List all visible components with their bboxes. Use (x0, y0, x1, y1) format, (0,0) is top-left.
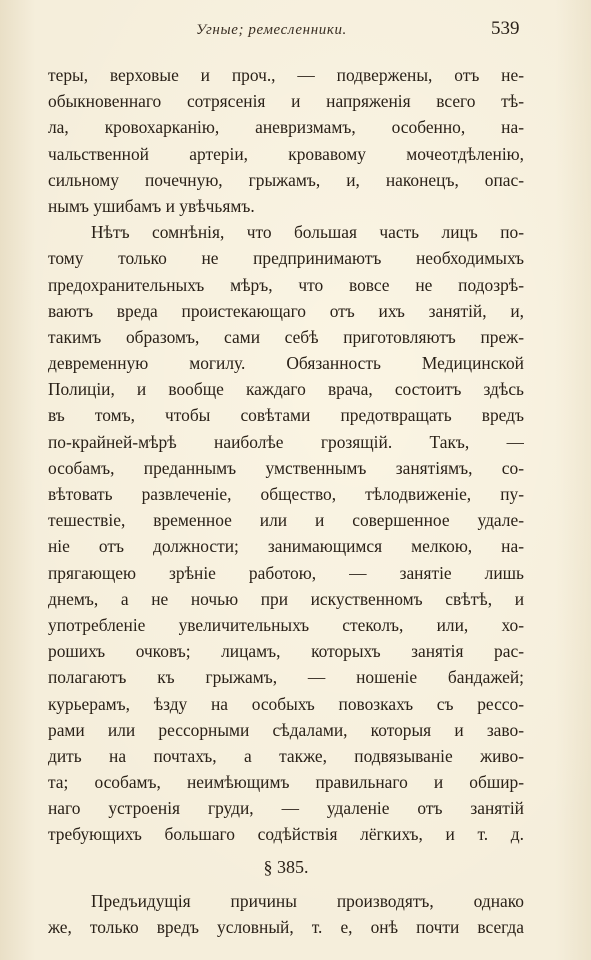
text-line: теры, верховые и проч., — подвержены, отъ не- (48, 65, 524, 85)
text-line: прягающею зрѣніе работою, — занятіе лишь (48, 562, 524, 583)
text-line: въ томъ, чтобы совѣтами предотвращать вредъ (48, 405, 524, 426)
text-line: ніе отъ должности; занимающимся мелкою, на- (48, 536, 524, 557)
paragraph-next-section (48, 888, 524, 940)
text-line: требующихъ большаго содѣйствія лёгкихъ, и т. д. (48, 824, 524, 845)
paragraph-main (48, 219, 524, 848)
text-line: ла, кровохарканію, аневризмамъ, особенно, на- (48, 117, 524, 138)
text-line: дить на почтахъ, а также, подвязываніе живо- (48, 745, 524, 766)
text-line: рами или рессорными сѣдалами, которыя и заво- (48, 719, 524, 740)
text-line: предохранительныхъ мѣръ, что вовсе не подозрѣ- (48, 274, 524, 295)
text-line: наго устроенія груди, — удаленіе отъ занятій (48, 798, 524, 819)
page-number: 539 (491, 18, 520, 39)
running-title: Угные; ремесленники. (196, 22, 347, 38)
text-line: тешествіе, временное или и совершенное удале- (48, 510, 524, 531)
text-line: рошихъ очковъ; лицамъ, которыхъ занятія рас- (48, 641, 524, 662)
text-line: Предъидущія причины производятъ, однако (91, 890, 524, 911)
text-line: чальственной артеріи, кровавому мочеотдѣленію, (48, 143, 524, 164)
text-line: такимъ образомъ, сами себѣ приготовляютъ преж- (48, 326, 524, 347)
text-line: полагаютъ къ грыжамъ, — ношеніе бандажей; (48, 667, 524, 688)
text-line: же, только вредъ условный, т. е, онѣ почти всегда (48, 916, 524, 937)
text-line: по-крайней-мѣрѣ наиболѣе грозящій. Такъ, — (48, 431, 524, 452)
text-line: Полиціи, и вообще каждаго врача, состоитъ здѣсь (48, 379, 524, 400)
section-heading: § 385. (263, 856, 309, 877)
text-line: нымъ ушибамъ и увѣчьямъ. (48, 195, 255, 216)
text-line: тому только не предпринимаютъ необходимыхъ (48, 248, 524, 269)
text-line: особамъ, преданнымъ умственнымъ занятіямъ, со- (48, 457, 524, 478)
text-line: обыкновеннаго сотрясенія и напряженія всего тѣ- (48, 91, 524, 112)
body-text (48, 62, 524, 940)
paragraph-continuation (48, 62, 524, 219)
page-header (0, 18, 591, 42)
text-line: Нѣтъ сомнѣнія, что большая часть лицъ по- (91, 222, 524, 243)
text-line: та; особамъ, неимѣющимъ правильнаго и обшир- (48, 772, 524, 793)
text-line: сильному почечную, грыжамъ, и, наконецъ, опас- (48, 169, 524, 190)
text-line: употребленіе увеличительныхъ стеколъ, или, хо- (48, 614, 524, 635)
text-line: вѣтовать развлеченіе, общество, тѣлодвиженіе, пу- (48, 484, 524, 504)
text-line: девременную могилу. Обязанность Медицинской (48, 353, 524, 374)
text-line: ваютъ вреда проистекающаго отъ ихъ занятій, и, (48, 300, 524, 321)
text-line: днемъ, а не ночью при искуственномъ свѣтѣ, и (48, 588, 524, 609)
text-line: курьерамъ, ѣзду на особыхъ повозкахъ съ рессо- (48, 693, 524, 714)
